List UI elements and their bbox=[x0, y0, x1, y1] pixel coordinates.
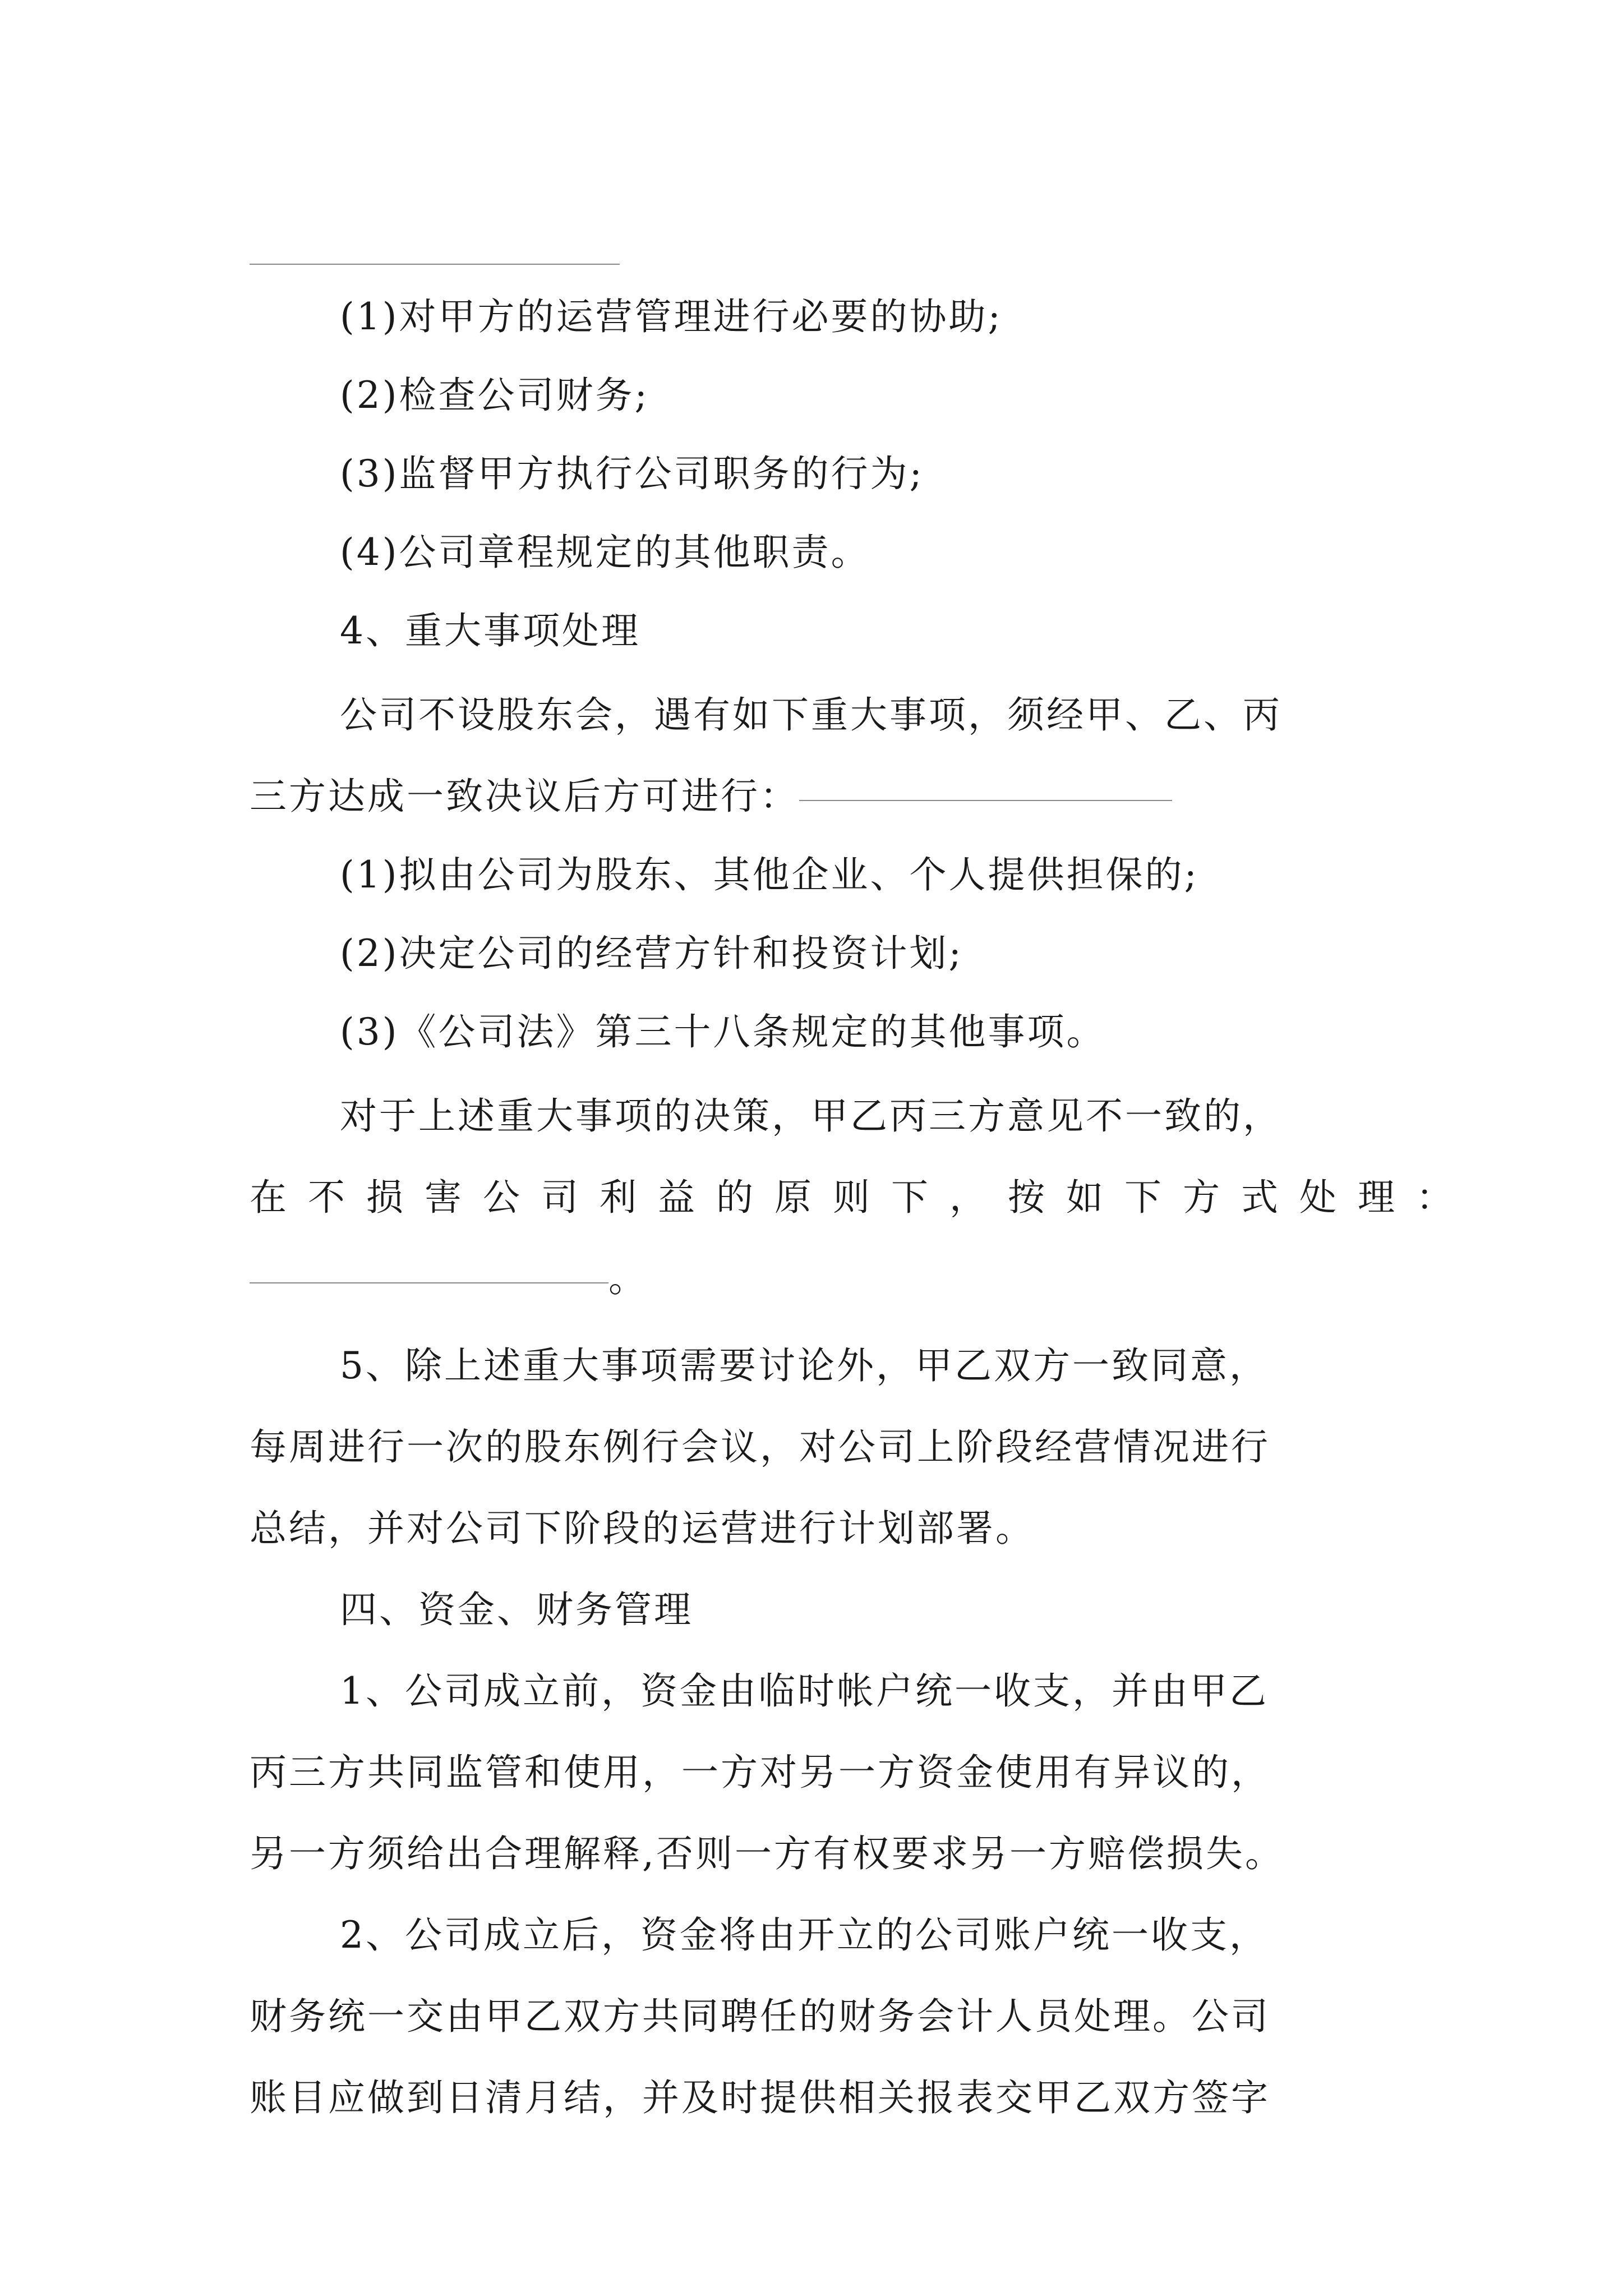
paragraph-line-text: 。 bbox=[608, 1257, 648, 1300]
paragraph-line: 公司不设股东会，遇有如下重大事项，须经甲、乙、丙 bbox=[340, 693, 1282, 737]
paragraph-line: 1、公司成立前，资金由临时帐户统一收支，并由甲乙 bbox=[340, 1669, 1269, 1713]
clause-item-1: (1)对甲方的运营管理进行必要的协助; bbox=[340, 295, 1003, 338]
paragraph-line: 账目应做到日清月结，并及时提供相关报表交甲乙双方签字 bbox=[250, 2076, 1270, 2119]
header-rule bbox=[250, 264, 620, 265]
paragraph-line: 总结，并对公司下阶段的运营进行计划部署。 bbox=[250, 1507, 1035, 1550]
paragraph-line: 5、除上述重大事项需要讨论外，甲乙双方一致同意， bbox=[340, 1344, 1269, 1387]
paragraph-line: 丙三方共同监管和使用，一方对另一方资金使用有异议的， bbox=[250, 1751, 1270, 1794]
matter-item-3: (3)《公司法》第三十八条规定的其他事项。 bbox=[340, 1010, 1106, 1053]
fill-in-blank bbox=[250, 1282, 608, 1283]
fill-in-blank bbox=[799, 800, 1172, 801]
paragraph-line-text: 三方达成一致决议后方可进行： bbox=[250, 775, 799, 818]
paragraph-line: 在不损害公司利益的原则下，按如下方式处理： bbox=[250, 1176, 1474, 1219]
paragraph-line: 每周进行一次的股东例行会议，对公司上阶段经营情况进行 bbox=[250, 1425, 1270, 1469]
matter-item-2: (2)决定公司的经营方针和投资计划; bbox=[340, 932, 963, 975]
paragraph-line: 2、公司成立后，资金将由开立的公司账户统一收支， bbox=[340, 1913, 1269, 1957]
matter-item-1: (1)拟由公司为股东、其他企业、个人提供担保的; bbox=[340, 853, 1199, 896]
clause-item-3: (3)监督甲方执行公司职务的行为; bbox=[340, 452, 924, 495]
paragraph-line-with-blank bbox=[250, 1254, 648, 1304]
clause-item-2: (2)检查公司财务; bbox=[340, 374, 649, 417]
paragraph-line: 对于上述重大事项的决策，甲乙丙三方意见不一致的， bbox=[340, 1094, 1282, 1138]
section-heading-major-matters: 4、重大事项处理 bbox=[340, 609, 640, 652]
paragraph-line: 财务统一交由甲乙双方共同聘任的财务会计人员处理。公司 bbox=[250, 1995, 1270, 2038]
paragraph-line-with-blank bbox=[250, 771, 1172, 822]
section-heading-finance: 四、资金、财务管理 bbox=[340, 1588, 693, 1631]
paragraph-line: 另一方须给出合理解释,否则一方有权要求另一方赔偿损失。 bbox=[250, 1832, 1284, 1875]
clause-item-4: (4)公司章程规定的其他职责。 bbox=[340, 531, 870, 574]
